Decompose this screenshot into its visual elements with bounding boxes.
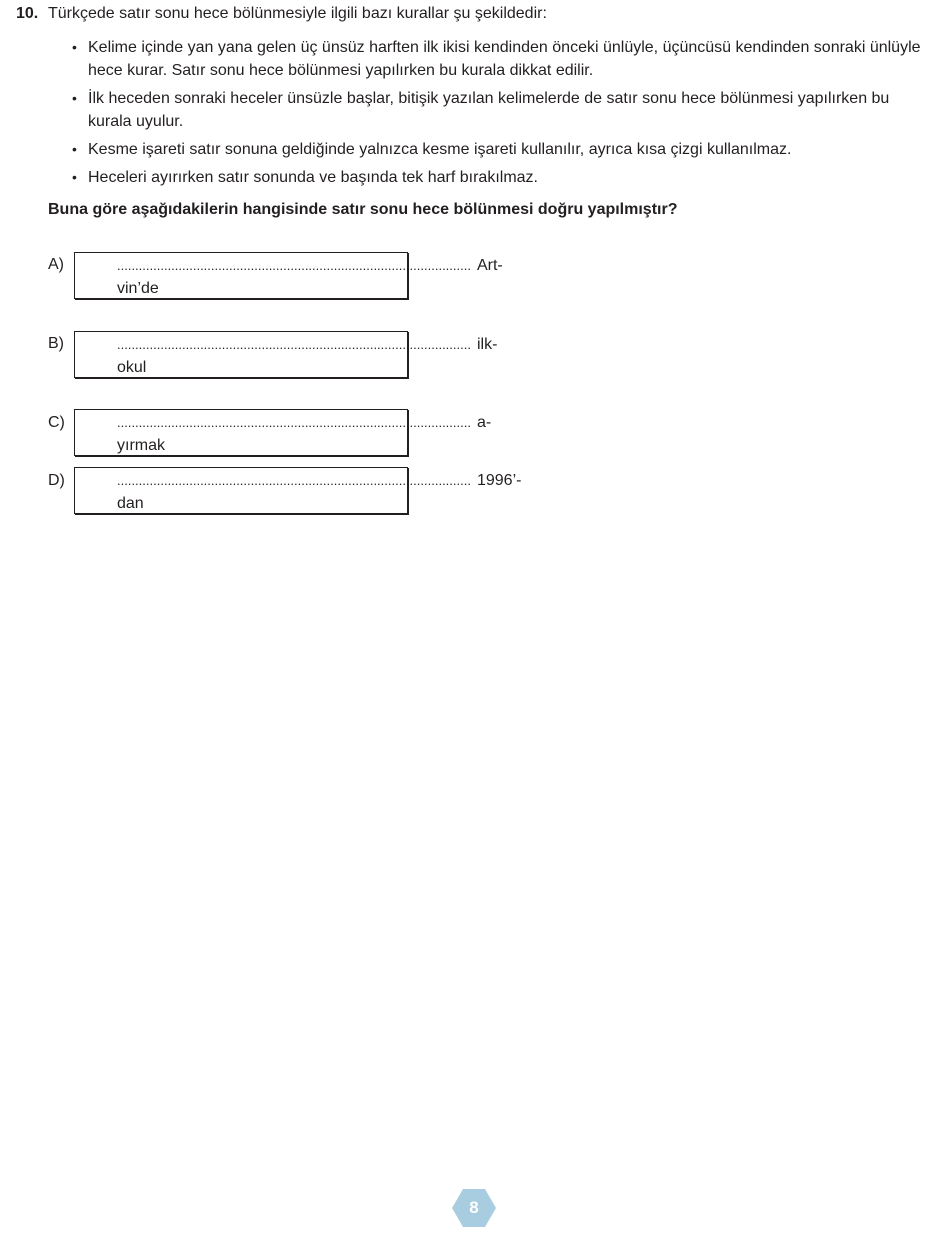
option-b-box[interactable] bbox=[74, 331, 498, 378]
option-d-letter[interactable]: D) bbox=[48, 472, 65, 489]
rule-text: Kelime içinde yan yana gelen üç ünsüz harften ilk ikisi kendinden önceki ünlüyle, üçüncüsü kendinden sonraki ünlüyle hece kurar. Satır sonu hece bölünmesi yapılırken bu kurala dikkat edilir. bbox=[88, 39, 921, 79]
page-number: 8 bbox=[469, 1198, 479, 1217]
option-d-line-end: 1996’- bbox=[476, 472, 522, 489]
rules-list bbox=[70, 36, 928, 194]
bullet-icon: • bbox=[72, 141, 77, 157]
option-c-box[interactable] bbox=[74, 409, 492, 456]
dotted-leader: .................................................................................................. bbox=[117, 258, 471, 273]
option-a-line-end: Art- bbox=[476, 257, 503, 274]
rule-item bbox=[70, 166, 928, 189]
option-b-letter[interactable]: B) bbox=[48, 335, 64, 352]
rule-text: Heceleri ayırırken satır sonunda ve başında tek harf bırakılmaz. bbox=[88, 169, 538, 186]
question-prompt: Buna göre aşağıdakilerin hangisinde satır sonu hece bölünmesi doğru yapılmıştır? bbox=[48, 201, 678, 218]
option-d-box[interactable] bbox=[74, 467, 522, 514]
option-c-letter[interactable]: C) bbox=[48, 414, 65, 431]
page-number-badge bbox=[452, 1189, 496, 1227]
option-c-line-end: a- bbox=[476, 414, 492, 431]
option-d-line-start: dan bbox=[117, 495, 144, 512]
dotted-leader: .................................................................................................. bbox=[117, 337, 471, 352]
option-c-line-start: yırmak bbox=[117, 437, 165, 454]
option-a-box[interactable] bbox=[74, 252, 503, 299]
option-b-line-end: ilk- bbox=[476, 336, 498, 353]
rule-item bbox=[70, 138, 928, 161]
bullet-icon: • bbox=[72, 169, 77, 185]
bullet-icon: • bbox=[72, 90, 77, 106]
dotted-leader: .................................................................................................. bbox=[117, 415, 471, 430]
rule-item bbox=[70, 87, 928, 133]
option-a-letter[interactable]: A) bbox=[48, 256, 64, 273]
dotted-leader: .................................................................................................. bbox=[117, 473, 471, 488]
bullet-icon: • bbox=[72, 39, 77, 55]
question-intro: Türkçede satır sonu hece bölünmesiyle ilgili bazı kurallar şu şekildedir: bbox=[48, 5, 547, 22]
rule-text: İlk heceden sonraki heceler ünsüzle başlar, bitişik yazılan kelimelerde de satır sonu hece bölünmesi yapılırken bu kurala uyulur. bbox=[88, 90, 890, 130]
question-number: 10. bbox=[16, 5, 39, 22]
option-a-line-start: vin’de bbox=[117, 280, 159, 297]
rule-item bbox=[70, 36, 928, 82]
rule-text: Kesme işareti satır sonuna geldiğinde yalnızca kesme işareti kullanılır, ayrıca kısa çizgi kullanılmaz. bbox=[88, 141, 792, 158]
option-b-line-start: okul bbox=[117, 359, 147, 376]
